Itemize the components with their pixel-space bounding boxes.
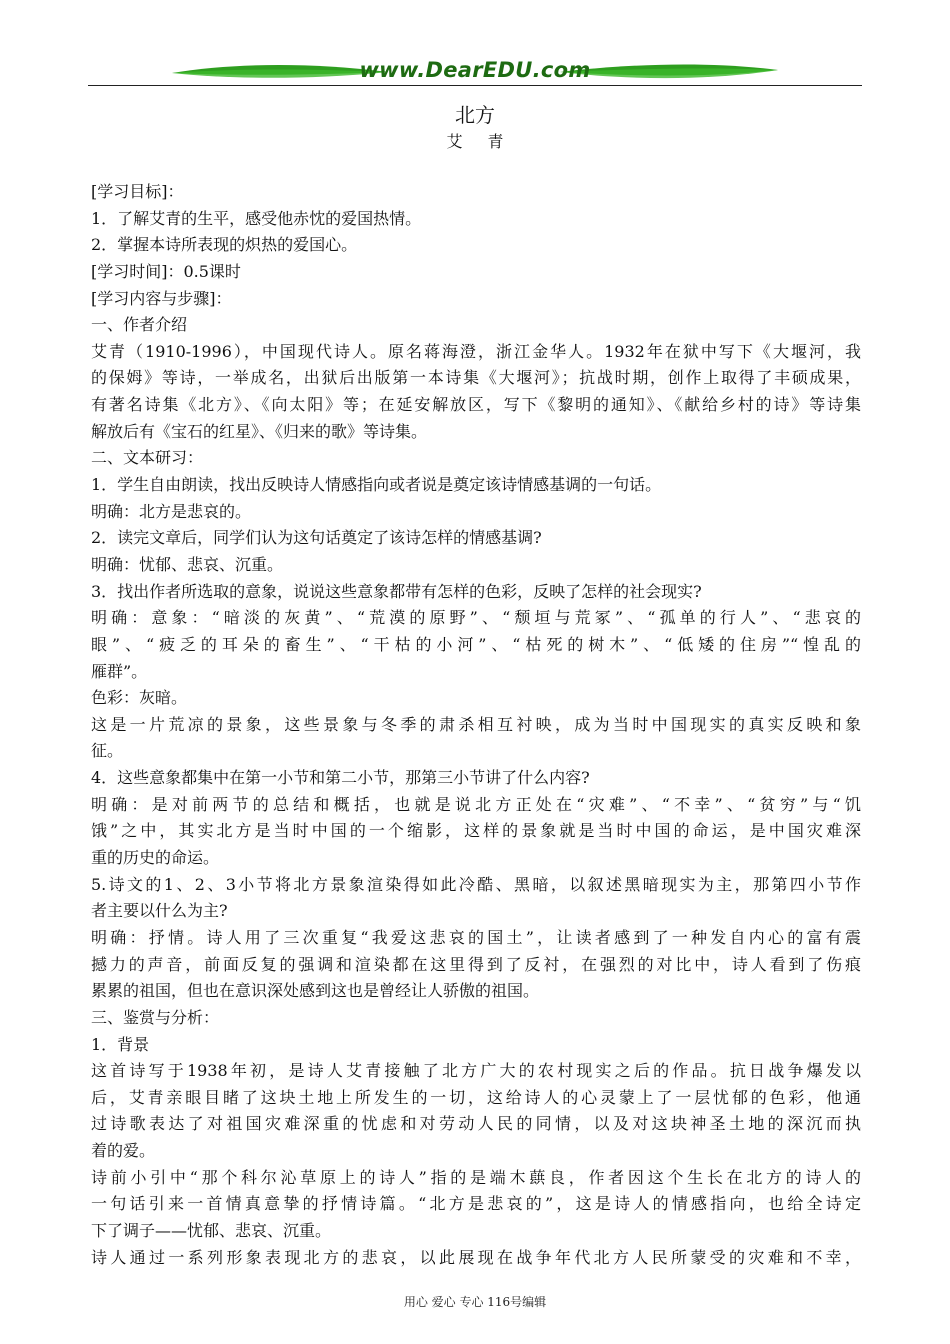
header-divider — [88, 85, 862, 86]
text-line: 诗人通过一系列形象表现北方的悲哀，以此展现在战争年代北方人民所蒙受的灾难和不幸， — [91, 1247, 861, 1267]
text-line: 艾青（1910-1996），中国现代诗人。原名蒋海澄，浙江金华人。1932年在狱中写下《大堰河，我 — [91, 341, 861, 361]
text-line: [学习目标]： — [91, 182, 184, 201]
text-line: 雁群”。 — [91, 661, 148, 681]
text-line: 过诗歌表达了对祖国灾难深重的忧虑和对劳动人民的同情，以及对这块神圣土地的深沉而执 — [91, 1114, 861, 1134]
text-line: 1．背景 — [91, 1034, 150, 1054]
text-line: 5.诗文的1、2、3小节将北方景象渲染得如此冷酷、黑暗，以叙述黑暗现实为主，那第四小节作 — [91, 874, 861, 894]
text-line: 诗前小引中“那个科尔沁草原上的诗人”指的是端木蕻良，作者因这个生长在北方的诗人的 — [91, 1167, 861, 1187]
logo-text[interactable]: www.DearEDU.com — [359, 58, 591, 82]
text-line: 4．这些意象都集中在第一小节和第二小节，那第三小节讲了什么内容? — [91, 768, 590, 788]
text-line: 这是一片荒凉的景象，这些景象与冬季的肃杀相互衬映，成为当时中国现实的真实反映和象 — [91, 714, 861, 734]
text-line: 明确：忧郁、悲哀、沉重。 — [91, 554, 284, 574]
text-line: 的保姆》等诗，一举成名，出狱后出版第一本诗集《大堰河》；抗战时期，创作上取得了丰硕成果， — [91, 368, 861, 388]
text-line: 征。 — [91, 741, 124, 761]
document-body — [91, 179, 861, 1271]
text-line: 饿”之中，其实北方是当时中国的一个缩影，这样的景象就是当时中国的命运，是中国灾难深 — [91, 821, 861, 841]
text-line: 有著名诗集《北方》、《向太阳》等；在延安解放区，写下《黎明的通知》、《献给乡村的诗》等诗集 — [91, 395, 861, 415]
text-line: 色彩：灰暗。 — [91, 688, 188, 708]
text-line: 重的历史的命运。 — [91, 848, 220, 868]
text-line: 一、作者介绍 — [91, 315, 188, 335]
page-footer: 用心 爱心 专心 116号编辑 — [403, 1295, 547, 1309]
header-logo-banner — [88, 56, 862, 92]
text-line: [学习内容与步骤]： — [91, 288, 232, 308]
text-line: 眼”、“疲乏的耳朵的畜生”、“干枯的小河”、“枯死的树木”、“低矮的住房”“惶乱的 — [91, 634, 861, 654]
text-line: 明确：意象：“暗淡的灰黄”、“荒漠的原野”、“颓垣与荒冢”、“孤单的行人”、“悲哀的 — [91, 608, 861, 628]
text-line: 明确：抒情。诗人用了三次重复“我爱这悲哀的国土”，让读者感到了一种发自内心的富有震 — [91, 927, 861, 947]
text-line: 一句话引来一首情真意挚的抒情诗篇。“北方是悲哀的”，这是诗人的情感指向，也给全诗定 — [91, 1194, 861, 1214]
text-line: 撼力的声音，前面反复的强调和渲染都在这里得到了反衬，在强烈的对比中，诗人看到了伤痕 — [91, 954, 861, 974]
text-line: 后，艾青亲眼目睹了这块土地上所发生的一切，这给诗人的心灵蒙上了一层忧郁的色彩，他通 — [91, 1087, 861, 1107]
document-title: 北方 — [455, 103, 495, 127]
text-line: 明确：北方是悲哀的。 — [91, 501, 252, 521]
text-line: 者主要以什么为主? — [91, 901, 228, 921]
text-line: 下了调子——忧郁、悲哀、沉重。 — [91, 1220, 332, 1240]
text-line: 累累的祖国，但也在意识深处感到这也是曾经让人骄傲的祖国。 — [91, 981, 540, 1001]
text-line: 1．了解艾青的生平，感受他赤忱的爱国热情。 — [91, 208, 422, 228]
text-line: 解放后有《宝石的红星》、《归来的歌》等诗集。 — [91, 421, 428, 441]
text-line: 明确：是对前两节的总结和概括，也就是说北方正处在“灾难”、“不幸”、“贫穷”与“饥 — [91, 794, 861, 814]
text-line: [学习时间]：0.5课时 — [91, 261, 241, 281]
author-name: 艾 青 — [446, 132, 504, 151]
text-line: 二、文本研习： — [91, 448, 204, 468]
text-line: 这首诗写于1938年初，是诗人艾青接触了北方广大的农村现实之后的作品。抗日战争爆发以 — [91, 1061, 861, 1081]
text-line: 2．读完文章后，同学们认为这句话奠定了该诗怎样的情感基调? — [91, 528, 542, 548]
text-line: 3．找出作者所选取的意象，说说这些意象都带有怎样的色彩，反映了怎样的社会现实? — [91, 581, 702, 601]
text-line: 2．掌握本诗所表现的炽热的爱国心。 — [91, 235, 358, 255]
text-line: 三、鉴赏与分析： — [91, 1007, 220, 1027]
text-line: 着的爱。 — [91, 1141, 156, 1161]
text-line: 1．学生自由朗读，找出反映诗人情感指向或者说是奠定该诗情感基调的一句话。 — [91, 475, 662, 495]
